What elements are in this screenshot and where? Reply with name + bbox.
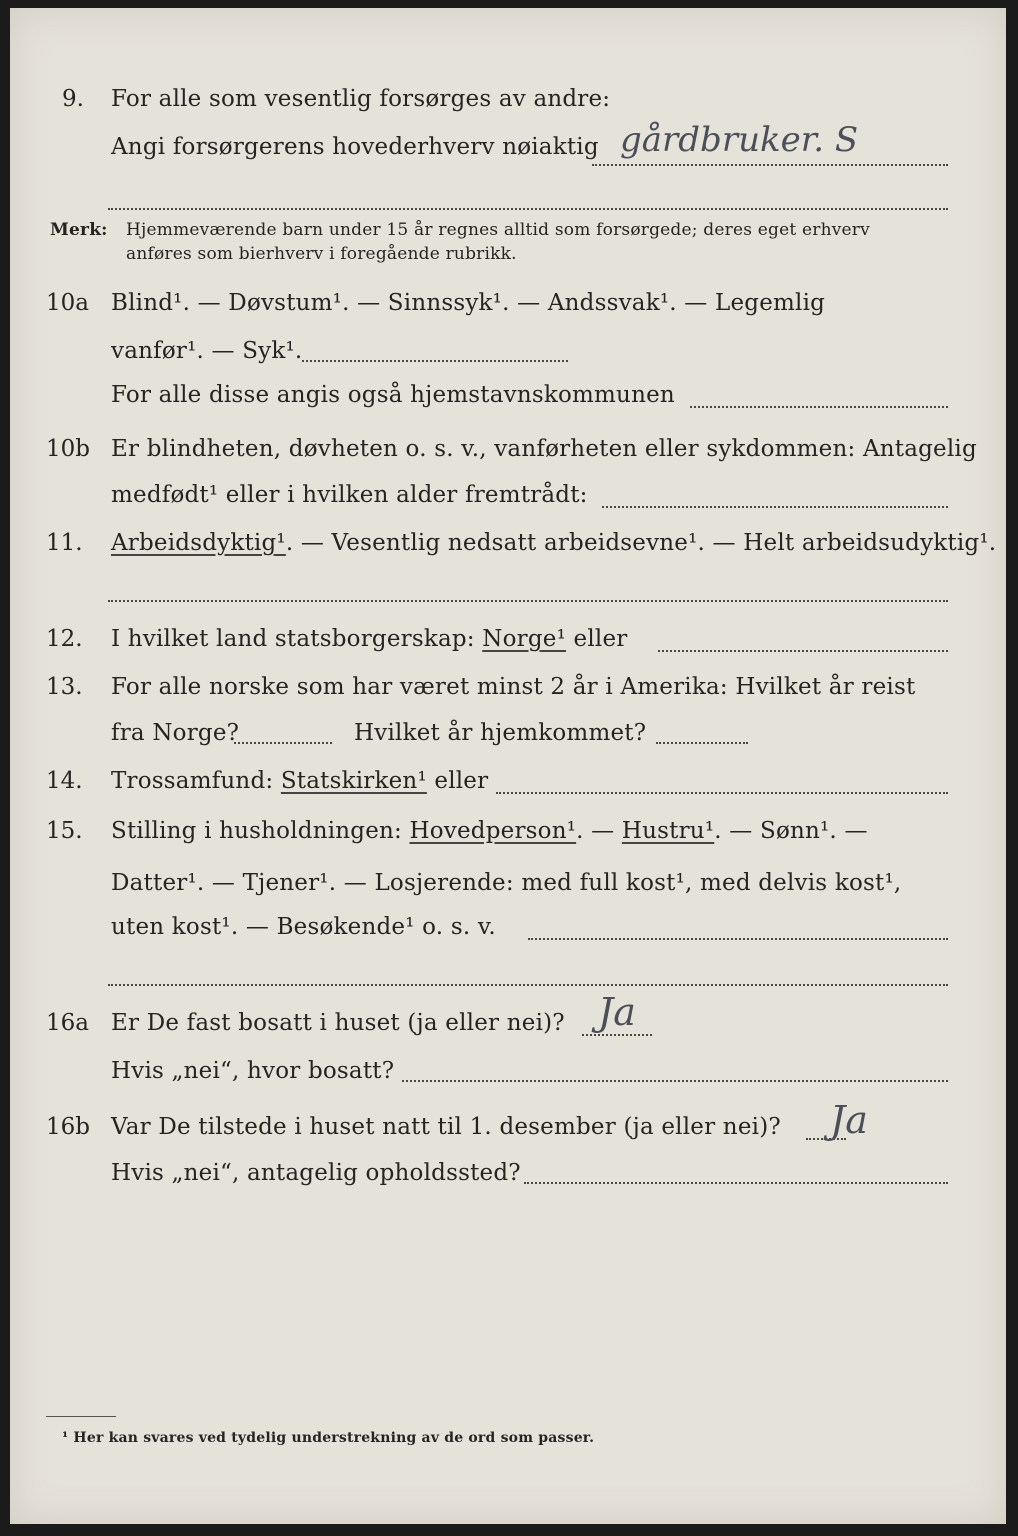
- q15-answer-dots: [528, 938, 948, 940]
- q15-option-hustru: Hustru¹: [621, 818, 715, 844]
- item-number-15: 15.: [46, 818, 83, 844]
- q10a-answer-dots-2: [690, 406, 948, 408]
- q13-line-2a: fra Norge?: [111, 720, 240, 746]
- q10a-line-2: vanfør¹. — Syk¹.: [111, 338, 303, 364]
- q10b-line-2: medfødt¹ eller i hvilken alder fremtrådt:: [111, 482, 588, 508]
- q15-line-2: Datter¹. — Tjener¹. — Losjerende: med full kost¹, med delvis kost¹,: [111, 870, 902, 896]
- merk-line-1: Hjemmeværende barn under 15 år regnes alltid som forsørgede; deres eget erhverv: [126, 220, 870, 240]
- q12-line: [111, 626, 627, 652]
- merk-line-2: anføres som bierhverv i foregående rubrikk.: [126, 244, 517, 264]
- q9-handwritten-answer: gårdbruker. S: [620, 120, 859, 160]
- q16b-line-2: Hvis „nei“, antagelig opholdssted?: [111, 1160, 521, 1186]
- q14-tail: eller: [426, 768, 489, 794]
- q15-text: Stilling i husholdningen:: [111, 818, 410, 844]
- q11-line: [111, 530, 996, 556]
- q12-answer-dots: [658, 650, 948, 652]
- form-page: [10, 8, 1006, 1524]
- separator-line-3: [108, 984, 948, 986]
- q15-option-hovedperson: Hovedperson¹: [409, 818, 577, 844]
- q14-line: [111, 768, 488, 794]
- q13-line-2b: Hvilket år hjemkommet?: [354, 720, 647, 746]
- q14-text: Trossamfund:: [111, 768, 281, 794]
- q16a-handwritten-answer: Ja: [598, 990, 636, 1034]
- q13-line-1: For alle norske som har været minst 2 år i Amerika: Hvilket år reist: [111, 674, 916, 700]
- q13-answer-dots-1: [234, 742, 332, 744]
- q16b-handwritten-answer: Ja: [830, 1098, 868, 1142]
- item-number-13: 13.: [46, 674, 83, 700]
- item-number-10a: 10a: [46, 290, 89, 316]
- item-number-9: 9.: [62, 86, 84, 112]
- q16a-line-1: Er De fast bosatt i huset (ja eller nei)?: [111, 1010, 565, 1036]
- q16b-answer-dots-2: [524, 1182, 948, 1184]
- q9-line-2: Angi forsørgerens hovederhverv nøiaktig: [111, 134, 599, 160]
- q15-mid: . —: [576, 818, 622, 844]
- q14-answer-dots: [496, 792, 948, 794]
- item-number-12: 12.: [46, 626, 83, 652]
- footnote-text: ¹ Her kan svares ved tydelig understrekning av de ord som passer.: [62, 1430, 595, 1446]
- q15-line-1: [111, 818, 868, 844]
- q15-line-3: uten kost¹. — Besøkende¹ o. s. v.: [111, 914, 496, 940]
- footnote-rule: [46, 1416, 116, 1417]
- q10a-answer-dots: [302, 360, 568, 362]
- q16a-answer-dots: [582, 1034, 652, 1036]
- q12-text: I hvilket land statsborgerskap:: [111, 626, 483, 652]
- item-number-14: 14.: [46, 768, 83, 794]
- q10a-line-1: Blind¹. — Døvstum¹. — Sinnssyk¹. — Andssvak¹. — Legemlig: [111, 290, 826, 316]
- q16a-line-2: Hvis „nei“, hvor bosatt?: [111, 1058, 395, 1084]
- item-number-16b: 16b: [46, 1114, 90, 1140]
- q12-tail: eller: [566, 626, 628, 652]
- item-number-16a: 16a: [46, 1010, 89, 1036]
- q9-answer-dots: [592, 164, 948, 166]
- item-number-10b: 10b: [46, 436, 90, 462]
- q13-answer-dots-2: [656, 742, 748, 744]
- q10b-line-1: Er blindheten, døvheten o. s. v., vanførheten eller sykdommen: Antagelig: [111, 436, 977, 462]
- q16b-line-1: Var De tilstede i huset natt til 1. desember (ja eller nei)?: [111, 1114, 781, 1140]
- q9-line-1: For alle som vesentlig forsørges av andre:: [111, 86, 611, 112]
- separator-line: [108, 208, 948, 210]
- q16a-answer-dots-2: [402, 1080, 948, 1082]
- q12-option-norge: Norge¹: [482, 626, 567, 652]
- item-number-11: 11.: [46, 530, 83, 556]
- merk-label: Merk:: [50, 220, 108, 240]
- q11-rest: . — Vesentlig nedsatt arbeidsevne¹. — Helt arbeidsudyktig¹.: [285, 530, 997, 556]
- separator-line-2: [108, 600, 948, 602]
- q14-option-statskirken: Statskirken¹: [280, 768, 427, 794]
- q15-tail: . — Sønn¹. —: [714, 818, 868, 844]
- q10a-line-3: For alle disse angis også hjemstavnskommunen: [111, 382, 675, 408]
- q10b-answer-dots: [602, 506, 948, 508]
- q11-option-arbeidsdyktig: Arbeidsdyktig¹: [111, 530, 286, 556]
